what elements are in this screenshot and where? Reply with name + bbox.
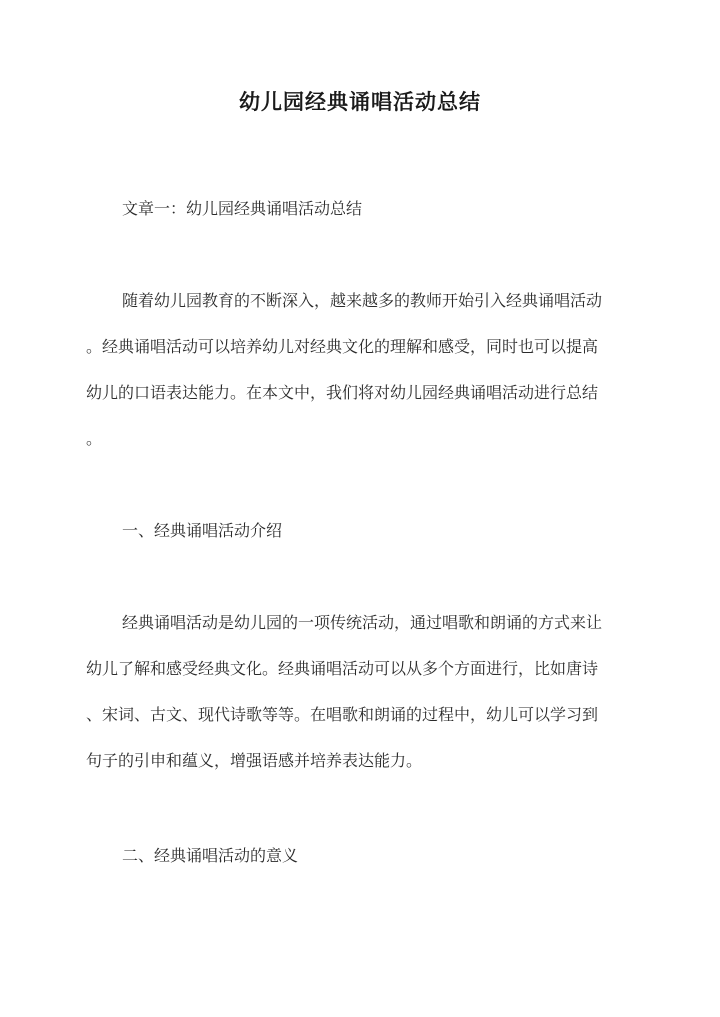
paragraph-line: 随着幼儿园教育的不断深入，越来越多的教师开始引入经典诵唱活动 xyxy=(122,291,603,310)
intro-paragraph xyxy=(86,278,646,462)
paragraph-line: 、宋词、古文、现代诗歌等等。在唱歌和朗诵的过程中，幼儿可以学习到 xyxy=(86,705,599,724)
paragraph-line: 幼儿了解和感受经典文化。经典诵唱活动可以从多个方面进行，比如唐诗 xyxy=(86,659,599,678)
section-heading-significance: 二、经典诵唱活动的意义 xyxy=(122,846,299,865)
article-subtitle: 文章一：幼儿园经典诵唱活动总结 xyxy=(122,199,363,218)
paragraph-line: 。 xyxy=(86,429,103,448)
paragraph-line: 经典诵唱活动是幼儿园的一项传统活动，通过唱歌和朗诵的方式来让 xyxy=(122,613,603,632)
paragraph-line: 句子的引申和蕴义，增强语感并培养表达能力。 xyxy=(86,751,423,770)
section-heading-introduction: 一、经典诵唱活动介绍 xyxy=(122,521,283,540)
paragraph-line: 。经典诵唱活动可以培养幼儿对经典文化的理解和感受，同时也可以提高 xyxy=(86,337,599,356)
paragraph-line: 幼儿的口语表达能力。在本文中，我们将对幼儿园经典诵唱活动进行总结 xyxy=(86,383,599,402)
document-title: 幼儿园经典诵唱活动总结 xyxy=(239,89,481,114)
section-paragraph xyxy=(86,600,646,784)
